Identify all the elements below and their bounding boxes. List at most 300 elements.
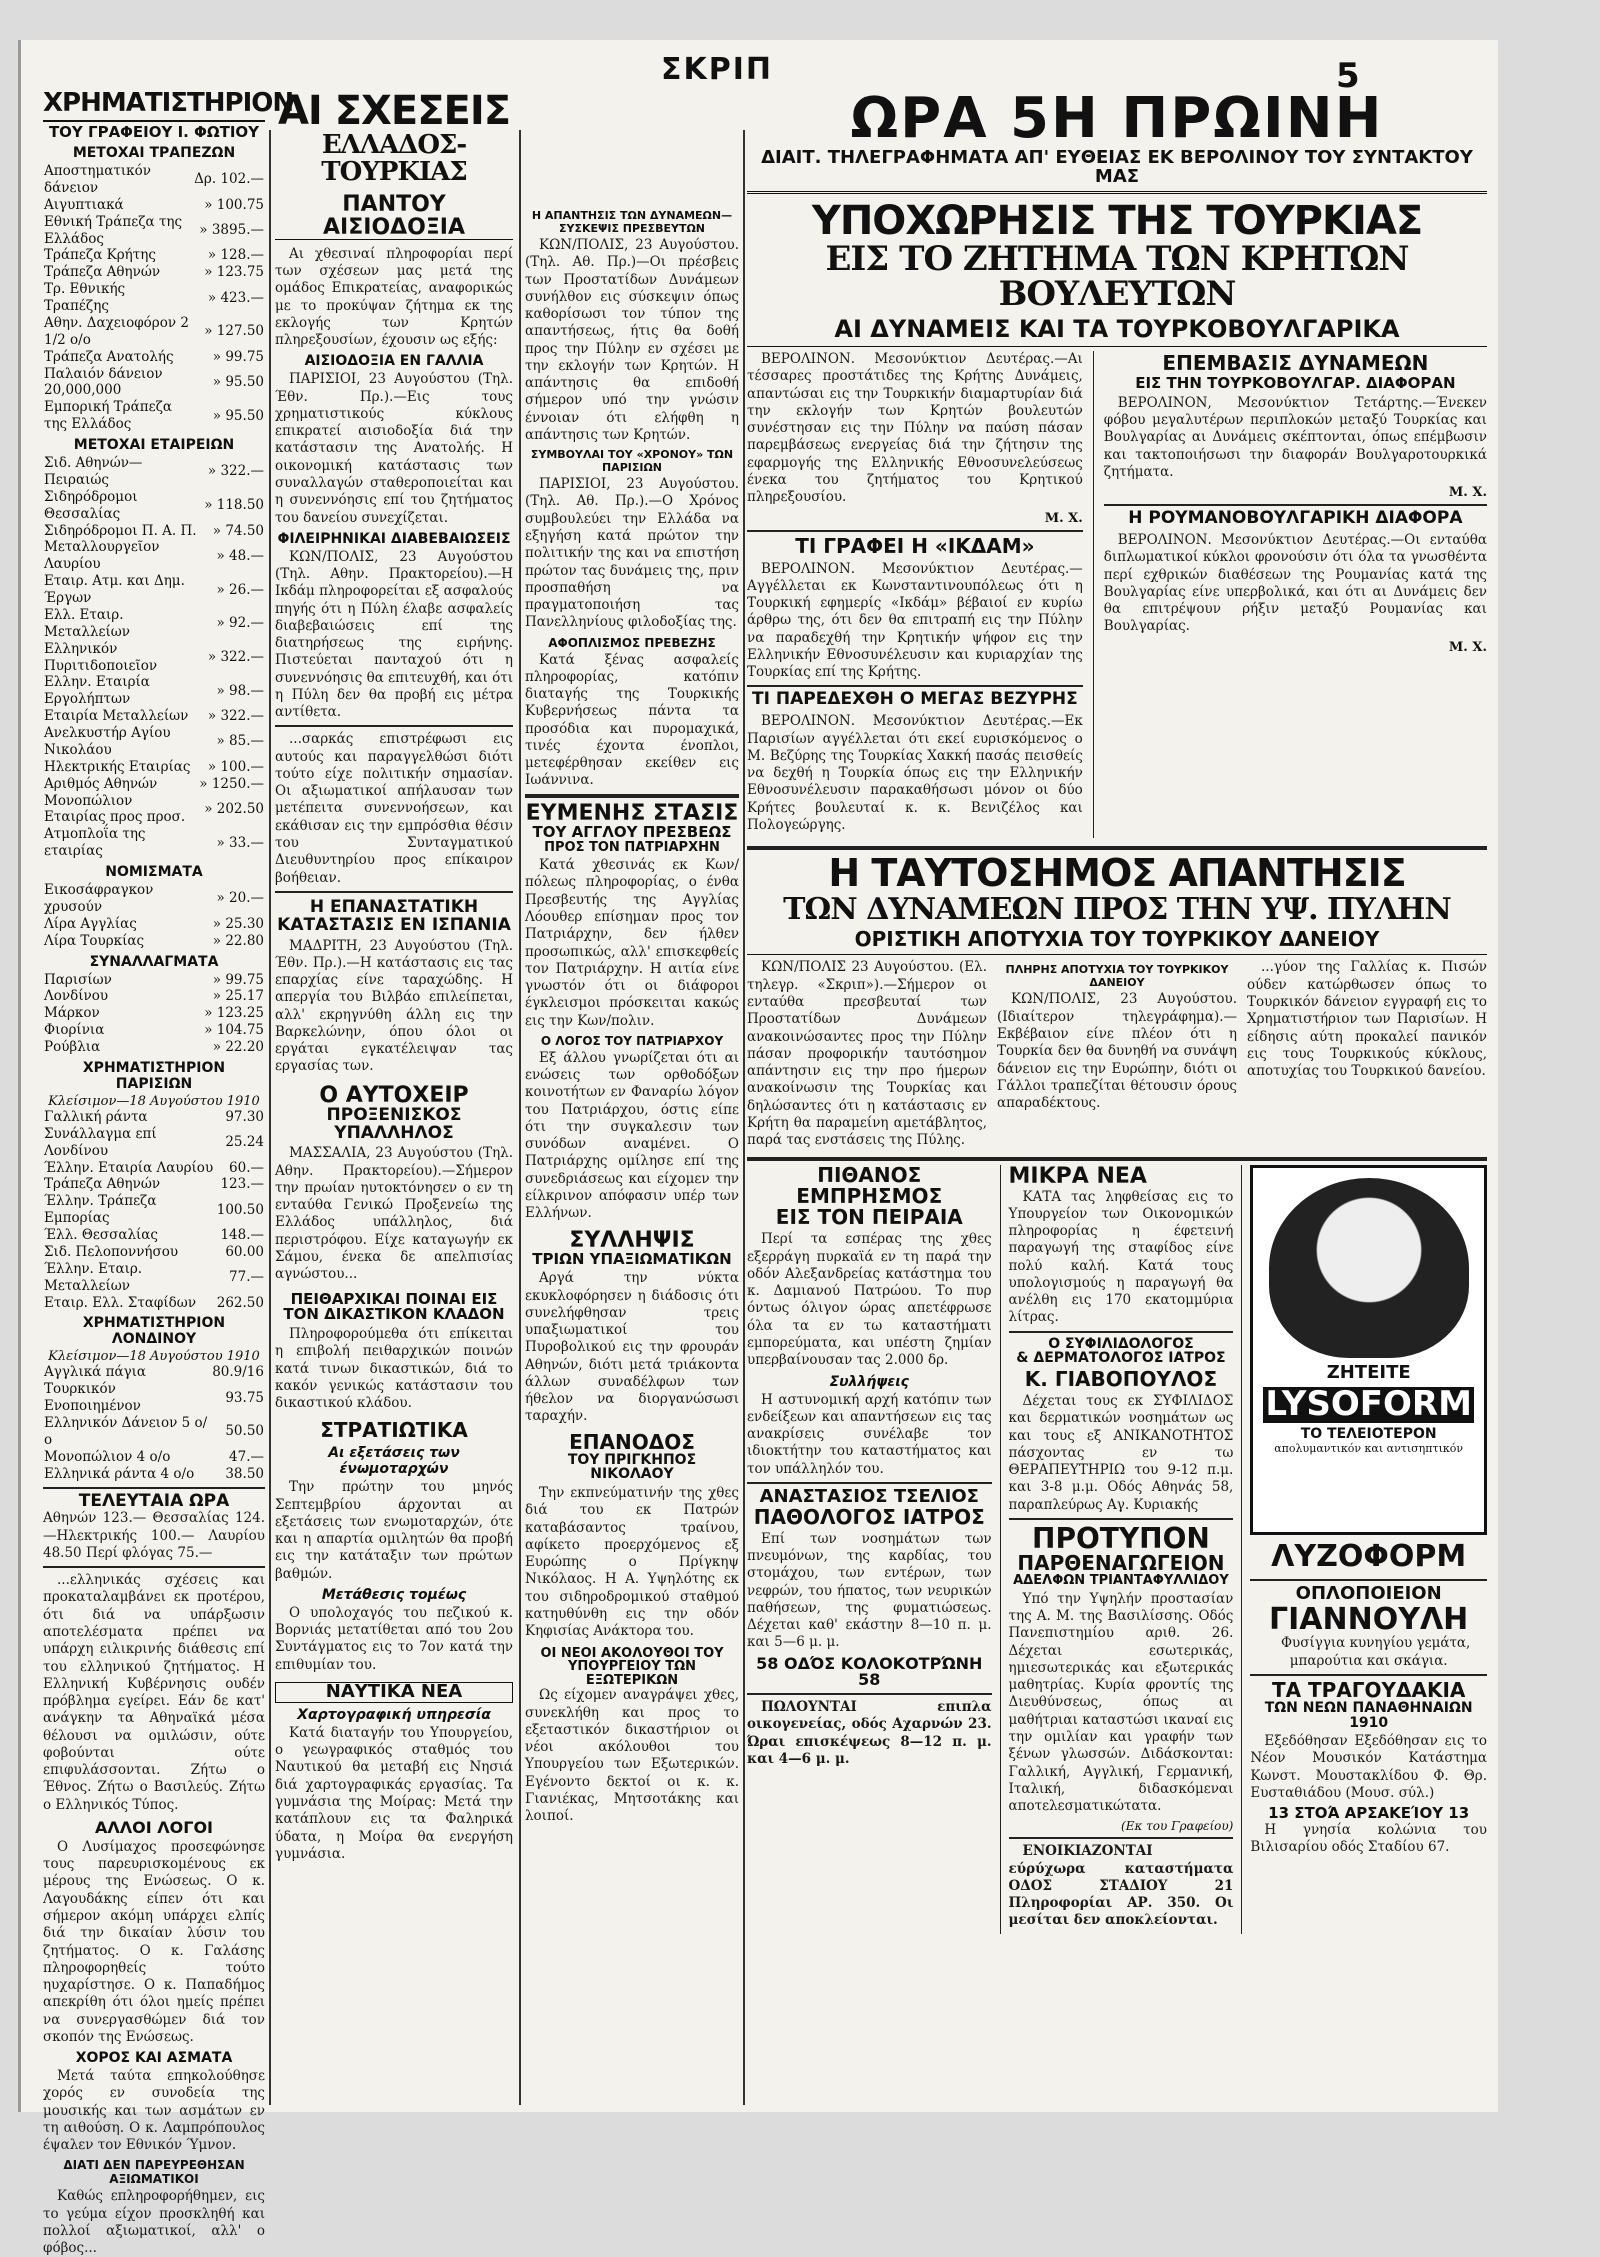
table-row [43, 988, 265, 1005]
table-row [43, 1295, 265, 1312]
table-row [43, 366, 265, 400]
table-cell-value: » 127.50 [204, 323, 264, 340]
table-row [43, 1415, 265, 1449]
signature: Μ. Χ. [1448, 485, 1487, 501]
table-cell-value: » 123.25 [204, 1005, 264, 1022]
table-cell-value: » 92.— [216, 615, 264, 632]
table-cell-value: 60.— [229, 1159, 264, 1176]
table-cell-name: Αγγλικά πάγια [44, 1364, 147, 1381]
final-hour-title: ΤΕΛΕΥΤΑΙΑ ΩΡΑ [78, 1490, 230, 1511]
arson-text-2 [747, 1392, 992, 1478]
paragraph: ΚΩΝ/ΠΟΛΙΣ, 23 Αυγούστου. (Ιδιαίτερον τηλεγράφημα).—Εκβέβαιον είνε πλέον ότι η Τουρκία δεν θα δυνηθή να συνάψη δάνειον εις την Ευρώπην, διότι οι Γάλλοι τραπεζίται θέτουσιν όρους απαραδέκτους. [997, 991, 1237, 1112]
chronos-advice-text [525, 476, 739, 631]
column-rule [743, 130, 745, 2105]
table-cell-name: Έλλ. Θεσσαλίας [44, 1227, 158, 1244]
section-paris-exchange: ΧΡΗΜΑΤΙΣΤΗΡΙΟΝ ΠΑΡΙΣΙΩΝ [82, 1059, 226, 1092]
paragraph: ΚΩΝ/ΠΟΛΙΣ, 23 Αυγούστου. (Τηλ. Αθ. Πρ.)—Οι πρέσβεις των Προστατίδων Δυνάμεων συνήλθον εις σύσκεψιν όπως καθορίσωσι τον τύπον της απαντήσεως, ήτις θα δοθή προς την Πύλην εν σχέσει με την εκλογήν των Κρητών. Η απάντησις θα επιδοθή σήμερον υπό την γνώσιν έννοιαν ότι ελήφθη η απάντησις των Κρητών. [525, 237, 739, 443]
table-row [43, 1022, 265, 1039]
col2-mid-text [275, 731, 513, 886]
table-row [43, 399, 265, 433]
military-text-1 [275, 1479, 513, 1583]
table-cell-value: » 202.50 [204, 800, 264, 817]
table-row [43, 759, 265, 776]
table-cell-name: Σιδηρόδρομοι Θεσσαλίας [44, 488, 138, 522]
table-cell-name: Τουρκικόν Ενοποιημένον [44, 1381, 141, 1415]
table-cell-name: Εμπορική Τράπεζα της Ελλάδος [44, 399, 173, 433]
paragraph: Κατά χθεσινάς εκ Κων/πόλεως πληροφορίας, ο ένθα Πρεσβευτής της Αγγλίας Λόουθερ επίσημαν προς τον Πατριάρχην, δεν ήλθεν προσωπικώς, αλλ' επισκεφθείς τον Πατριάρχην. Η αιτία είνε γνωστόν ότι οι διάφοροι έγκλεισμοι πρόσκειται κακώς εις την Κων/πολιν. [525, 857, 739, 1029]
head-turkey-retreat: ΥΠΟΧΩΡΗΣΙΣ ΤΗΣ ΤΟΥΡΚΙΑΣ [811, 197, 1423, 244]
head-intervention-1: ΕΠΕΜΒΑΣΙΣ ΔΥΝΑΜΕΩΝ [1162, 351, 1429, 376]
table-cell-value: 25.24 [225, 1134, 264, 1151]
ambassador-text [525, 857, 739, 1030]
lead-text [747, 351, 1083, 506]
table-cell-value: » 3895.— [199, 222, 264, 239]
paragraph: Η γνησία κολώνια του Βιλισαρίου οδός Σταδίου 67. [1250, 1822, 1487, 1856]
table-cell-name: Ελληνικόν Πυριτιδοποιεῖον [44, 640, 158, 674]
head-ikdam: ΤΙ ΓΡΑΦΕΙ Η «ΙΚΔΑΜ» [795, 533, 1035, 558]
paragraph: Υπό την Υψηλήν προστασίαν της Α. Μ. της Βασιλίσσης. Οδός Πανεπιστημίου αριθ. 26. Δέχεται εσωτερικάς, ημιεσωτερικάς και εξωτερικάς μαθητρίας. Κυρία φροντίς της Διευθύνσεως, όπως αι μαθήτριαι καταστώσι ικαναί εις την ομιλίαν και γραφήν των ξένων γλωσσών. Διδάσκονται: Γαλλική, Αγγλική, Γερμανική, Ιταλική, διδασκόμεναι αποτελεσματικώτατα. [1008, 1590, 1234, 1815]
paragraph: Εξεδόθησαν Εξεδόθησαν εις το Νέον Μουσικόν Κατάστημα Κωνστ. Μουστακλίδου Φ. Θρ. Ευσταθιάδου (Μουσ. σύλ.) [1250, 1733, 1487, 1801]
powers-reply-text [525, 237, 739, 444]
section-ambassador-3: ΠΡΟΣ ΤΟΝ ΠΑΤΡΙΑΡΧΗΝ [544, 839, 720, 855]
paragraph: ΕΝΟΙΚΙΑΖΟΝΤΑΙ εύρύχωρα καταστήματα ΟΔΟΣ ΣΤΑΔΙΟΥ 21 Πληροφορίαι ΑΡ. 350. Οι μεσίται δεν αποκλείονται. [1008, 1843, 1234, 1929]
section-peace-assurances: ΦΙΛΕΙΡΗΝΙΚΑΙ ΔΙΑΒΕΒΑΙΩΣΕΙΣ [277, 530, 511, 547]
table-row [43, 776, 265, 793]
section-patriarch-speech: Ο ΛΟΓΟΣ ΤΟΥ ΠΑΤΡΙΑΡΧΟΥ [540, 1033, 724, 1048]
head-small-news: ΜΙΚΡΑ ΝΕΑ [1008, 1164, 1147, 1190]
table-cell-value: 38.50 [225, 1465, 264, 1482]
head-total-failure: ΠΛΗΡΗΣ ΑΠΟΤΥΧΙΑ ΤΟΥ ΤΟΥΡΚΙΚΟΥ ΔΑΝΕΙΟΥ [1005, 963, 1229, 990]
paragraph: Εξ άλλου γνωρίζεται ότι αι ενώσεις των ορθοδόξων κοινοτήτων εν Φαναρίω λόγον του Πατριάρχου, όστις είπε ότι την συγκαλεσιν των συνόδων αναμένει. Ο Πατριάρχης ομίλησε επί της συνεδριάσεως και είχομεν την είλκρινον απόφασιν υπέρ των Ελλήνων. [525, 1049, 739, 1222]
ad-cologne-text [1250, 1822, 1487, 1857]
table-cell-name: Αποστηματικόν δάνειον [44, 163, 151, 196]
lysoform-brand: LYSOFORM [1263, 1387, 1474, 1423]
military-text-2 [275, 1605, 513, 1674]
paragraph: ΒΕΡΟΛΙΝΟΝ. Μεσονύκτιον Δευτέρας.—Αι τέσσαρες προστάτιδες της Κρήτης Δυνάμεις, απαντώσαι εις την Τουρκικήν διαμαρτυρίαν διά την εκλογήν των Κρητών βουλευτών συνέστησαν εις την Πύλην να παύση πάσαν παρεμβάσεως ενεργείας διά την ζήτησιν της εφαρμογής της Ελληνικής Εθνοσυνελεύσεως ένεκα του ζητήματος του Κρητικού πληρεξουσίου. [747, 351, 1083, 506]
table-cell-value: » 95.50 [212, 407, 264, 424]
paragraph: ΚΑΤΑ τας ληφθείσας εις το Υπουργείον των Οικονομικών πληροφορίας η έφετεινή παραγωγή της σταφίδος είνε πολύ καλή. Κατά τους υπολογισμούς η παραγωγή θα ανέλθη εις 170 εκατομμύρια λίτρας. [1008, 1188, 1234, 1326]
identical-reply-text-2 [997, 991, 1237, 1112]
table-cell-value: » 98.— [216, 682, 264, 699]
section-london-exchange: ΧΡΗΜΑΤΙΣΤΗΡΙΟΝ ΛΟΝΔΙΝΟΥ [82, 1315, 226, 1348]
table-cell-value: » 85.— [216, 733, 264, 750]
ad-gun-shop-text [1250, 1635, 1487, 1670]
table-cell-value: » 33.— [216, 834, 264, 851]
table-cell-name: Φιορίνια [44, 1022, 105, 1039]
section-spain: Η ΕΠΑΝΑΣΤΑΤΙΚΗ ΚΑΤΑΣΤΑΣΙΣ ΕΝ ΙΣΠΑΝΙΑ [277, 896, 511, 935]
table-cell-name: Αριθμός Αθηνών [44, 775, 158, 792]
table-cell-value: 100.50 [216, 1201, 264, 1218]
return-text [525, 1485, 739, 1640]
table-cell-value: 80.9/16 [212, 1364, 264, 1381]
table-cell-value: » 95.50 [212, 373, 264, 390]
arrest-text [525, 1270, 739, 1425]
signature: Μ. Χ. [1044, 510, 1083, 526]
paragraph: Κατά διαταγήν του Υπουργείου, ο γεωγραφικός σταθμός του Ναυτικού θα μεταβή εις Νησιά διά χαρτογραφικάς εργασίας. Τα γυμνάσια της Μοίρας: Μετά την κατάπλουν εις τα Φαληρικά ύδατα, η Μοίρα θα ενεργήση γυμνάσια. [275, 1724, 513, 1862]
ad-tselios-address: 58 ΟΔΌΣ ΚΟΛΟΚΟΤΡΏΝΗ 58 [756, 1653, 983, 1690]
table-currencies [43, 882, 265, 950]
paragraph: Πληροφορούμεθα ότι επίκειται η επιβολή πειθαρχικών ποινών κατά τινων δικαστικών, διά το κακόν γενικώς κατάστασιν του δικαστικού κλάδου. [275, 1326, 513, 1412]
other-speeches-text [43, 1839, 265, 2046]
ad-tselios-title: ΠΑΘΟΛΟΓΟΣ ΙΑΤΡΟΣ [753, 1504, 985, 1529]
table-cell-name: Έλλην. Εταιρία Λαυρίου [44, 1159, 214, 1176]
table-row [43, 315, 265, 349]
ad-sale-text [747, 1699, 992, 1768]
lysoform-portrait-image [1269, 1178, 1469, 1358]
paragraph: ΒΕΡΟΛΙΝΟΝ, Μεσονύκτιον Τετάρτης.—Ένεκεν φόβου μεγαλυτέρων περιπλοκών μεταξύ Τουρκίας και Βουλγαρίας αι Δυνάμεις σκέπτονται, όπως επέμβωσιν και τακτοποιήσωσι την διαφοράν Βουλγαροτουρκικά ζητήματα. [1103, 394, 1487, 480]
arson-text [747, 1231, 992, 1369]
table-cell-name: Τρ. Εθνικής Τραπέζης [44, 281, 126, 315]
table-row [43, 708, 265, 725]
table-cell-name: Τράπεζα Αθηνών [44, 1176, 161, 1193]
relations-intro [275, 246, 513, 350]
table-cell-name: Εικοσάφραγκον χρυσούν [44, 882, 154, 915]
table-row [43, 1160, 265, 1177]
ikdam-text [747, 561, 1083, 682]
head-arson-1: ΠΙΘΑΝΟΣ ΕΜΠΡΗΣΜΟΣ [796, 1163, 943, 1209]
section-bank-shares: ΜΕΤΟΧΑΙ ΤΡΑΠΕΖΩΝ [72, 145, 236, 162]
table-cell-name: Συνάλλαγμα επί Λονδίνου [44, 1125, 157, 1159]
divider [747, 1482, 992, 1484]
table-cell-name: Ηλεκτρικής Εταιρίας [44, 758, 191, 775]
table-row [43, 793, 265, 827]
spain-text [275, 938, 513, 1076]
head-romanian-bulgarian: Η ΡΟΥΜΑΝΟΒΟΥΛΓΑΡΙΚΗ ΔΙΑΦΟΡΑ [1128, 508, 1463, 529]
table-row [43, 489, 265, 523]
table-cell-value: » 99.75 [212, 348, 264, 365]
table-cell-name: Σιδ. Αθηνών—Πειραιώς [44, 455, 143, 488]
paragraph: Επί των νοσημάτων των πνευμόνων, της καρδίας, του στομάχου, των εντέρων, των νεφρών, του ήπατος, των νευρικών παθήσεων, της φυματιώσεως. Δέχεται καθ' εκάστην 8—10 π. μ. και 5—6 μ. μ. [747, 1530, 992, 1651]
section-optimism-france: ΑΙΣΙΟΔΟΞΙΑ ΕΝ ΓΑΛΛΙΑ [304, 353, 484, 370]
ad-songs-address: 13 ΣΤΟΆ ΑΡΣΑΚΕΊΟΥ 13 [1268, 1804, 1470, 1823]
ad-school-3: ΑΔΕΛΦΩΝ ΤΡΙΑΝΤΑΦΥΛΛΙΔΟΥ [1013, 1573, 1229, 1589]
table-cell-value: 50.50 [225, 1423, 264, 1440]
signature: Μ. Χ. [1448, 639, 1487, 655]
divider [1250, 1674, 1487, 1676]
relations-title-2: ΕΛΛΑΔΟΣ-ΤΟΥΡΚΙΑΣ [321, 130, 467, 188]
table-row [43, 455, 265, 489]
section-currencies: ΝΟΜΙΣΜΑΤΑ [105, 864, 203, 881]
section-dance: ΧΟΡΟΣ ΚΑΙ ΑΣΜΑΤΑ [75, 2050, 233, 2067]
table-cell-name: Λίρα Τουρκίας [44, 932, 145, 949]
table-cell-name: Ελληνικόν Δάνειον 5 ο/ο [44, 1415, 208, 1448]
section-other-speeches: ΑΛΛΟΙ ΛΟΓΟΙ [94, 1817, 213, 1837]
table-cell-name: Ελλ. Εταιρ. Μεταλλείων [44, 606, 131, 640]
section-new-attaches: ΟΙ ΝΕΟΙ ΑΚΟΛΟΥΘΟΙ ΤΟΥ ΥΠΟΥΡΓΕΙΟΥ ΤΩΝ ΕΞΩΤΕΡΙΚΩΝ [540, 1645, 724, 1688]
section-arrest-1: ΣΥΛΛΗΨΙΣ [569, 1227, 695, 1253]
paragraph: Μετά ταύτα επηκολούθησε χορός εν συνοδεία της μουσικής και των ασμάτων εν τη αιθούση. Ο κ. Λαμπρόπουλος έψαλεν τον Εθνικόν Ύμνον. [43, 2068, 265, 2154]
table-cell-name: Ρούβλια [44, 1039, 101, 1056]
divider [1250, 1579, 1487, 1581]
table-row [43, 1227, 265, 1244]
paragraph: Ο Λυσίμαχος προσεφώνησε τους παρευρισκομένους εκ μέρους της Ενώσεως. Ο κ. Λαγουδάκης είπεν ότι και σήμερον ακόμη υπάρχει ελπίς διά την δικαίαν λύσιν του ζητήματος. Ο κ. Γαλάσης πληροφορηθείς τούτο ηυχαρίστησε. Ο κ. Παπαδήμος απεκρίθη ότι όλοι ημείς πρέπει να συνεργασθώμεν διά τον σκοπόν της Ενώσεως. [43, 1838, 265, 2045]
table-cell-name: Εθνική Τράπεζα της Ελλάδος [44, 213, 183, 247]
table-row [43, 539, 265, 573]
ad-songs-text [1250, 1733, 1487, 1802]
paragraph: ...σαρκάς επιστρέφωσι εις αυτούς και παραγγελθώσι διότι τούτο είχε πολιτικήν σημασίαν. Οι αξιωματικοί απήλαυσαν των μετέπειτα συνεννοήσεων, και εκάθισαν εις την εμπρόσθια θέσιν του Συνταγματικού Διευθυντηρίου προς επίκαιρον βοήθειαν. [275, 731, 513, 886]
divider [747, 530, 1083, 532]
table-cell-value: » 104.75 [204, 1022, 264, 1039]
head-identical-reply: Η ΤΑΥΤΟΣΗΜΟΣ ΑΠΑΝΤΗΣΙΣ [828, 851, 1406, 896]
table-cell-name: Αιγυπτιακά [44, 196, 124, 213]
ad-syph-1: Ο ΣΥΦΙΛΙΔΟΛΟΓΟΣ [1048, 1335, 1194, 1352]
lysoform-sub: ΤΟ ΤΕΛΕΙΟΤΕΡΟΝ [1300, 1425, 1437, 1442]
table-row [43, 197, 265, 214]
table-row [43, 1039, 265, 1056]
table-exchange [43, 972, 265, 1056]
head-intervention-2: ΕΙΣ ΤΗΝ ΤΟΥΡΚΟΒΟΥΛΓΑΡ. ΔΙΑΦΟΡΑΝ [1135, 374, 1456, 393]
divider [747, 1693, 992, 1695]
paragraph: Αργά την νύκτα εκυκλοφόρησεν η διάδοσις ότι συνελήφθησαν τρεις υπαξιωματικοί του Πυροβολικού εις την φρουράν Αθηνών, διότι μετά τριάκοντα άλλων συναδέλφων των ήθελον να διοργανώσωσι ταραχήν. [525, 1270, 739, 1425]
column-relations [275, 90, 513, 2080]
table-row [43, 1109, 265, 1126]
stock-title: ΧΡΗΜΑΤΙΣΤΗΡΙΟΝ [43, 90, 265, 122]
paragraph: ΒΕΡΟΛΙΝΟΝ. Μεσονύκτιον Δευτέρας.—Αγγέλλεται εκ Κωνσταντινουπόλεως ότι η Τουρκική εφημερίς «Ικδάμ» βέβαιοί εν κυρίω άρθρω της, ότι δεν θα επιτραπή εις την Πύλην να παραδεχθή την Κρητικήν ψήφον εις την Ελληνικήν Εθνοσυνέλευσιν και κυριαρχίαν της Τουρκίας επί της Κρήτης. [747, 560, 1083, 681]
table-row [43, 163, 265, 197]
small-news-text [1009, 1189, 1234, 1327]
table-row [43, 882, 265, 916]
divider [43, 1566, 265, 1568]
head-arson-2: ΕΙΣ ΤΟΝ ΠΕΙΡΑΙΑ [775, 1205, 963, 1230]
table-row [43, 674, 265, 708]
table-row [43, 641, 265, 675]
paragraph: Φυσίγγια κυνηγίου γεμάτα, μπαρούτια και σκάγια. [1280, 1635, 1471, 1669]
table-row [43, 349, 265, 366]
section-arrest-2: ΤΡΙΩΝ ΥΠΑΞΙΩΜΑΤΙΚΩΝ [532, 1249, 732, 1268]
table-cell-value: 148.— [220, 1227, 264, 1244]
ad-tselios-name: ΑΝΑΣΤΑΣΙΟΣ ΤΣΕΛΙΟΣ [759, 1485, 979, 1507]
section-return-2: ΤΟΥ ΠΡΙΓΚΗΠΟΣ ΝΙΚΟΛΑΟΥ [567, 1451, 697, 1483]
table-company-shares [43, 455, 265, 860]
penalties-text [275, 1326, 513, 1412]
section-chronos-advice: ΣΥΜΒΟΥΛΑΙ ΤΟΥ «ΧΡΟΝΟΥ» ΤΩΝ ΠΑΡΙΣΙΩΝ [530, 448, 734, 475]
paragraph: ΜΑΣΣΑΛΙΑ, 23 Αυγούστου (Τηλ. Αθην. Πρακτορείου).—Σήμερον την πρωίαν ηυτοκτόνησεν ο εν τη ενταύθα Γενικώ Προξενείω της Ελλάδος υπάλληλος, διά περιστρόφου. Είχε καταγωγήν εκ Σάμου, ένεκα δε απελπισίας αγνώστου... [275, 1145, 513, 1283]
ad-syph-text [1009, 1393, 1234, 1514]
table-cell-value: » 25.17 [212, 988, 264, 1005]
paragraph: Ο υπολοχαγός του πεζικού κ. Βορνιάς μετατίθεται από του 2ου Συντάγματος εις το 7ον κατά την επιθυμίαν του. [275, 1604, 513, 1673]
section-preveza: ΑΦΟΠΛΙΣΜΟΣ ΠΡΕΒΕΖΗΣ [548, 635, 716, 650]
grand-vizier-text [747, 713, 1083, 834]
table-cell-value: » 322.— [207, 463, 264, 480]
paragraph: ΠΑΡΙΣΙΟΙ, 23 Αυγούστου (Τηλ. Έθν. Πρ.).—Εις τους χρηματιστικούς κύκλους επικρατεί αισιοδοξία διά την κατάστασιν της Ανατολής. Η οικονομική κατάστασις των συναλλαγών σταθεροποιείται και η συνεννόησις επί του ζητήματος του δανείου συνεχίζεται. [275, 371, 513, 526]
table-row [43, 972, 265, 989]
divider [525, 794, 739, 798]
preveza-text [525, 652, 739, 790]
relations-title-1: ΑΙ ΣΧΕΣΕΙΣ [277, 88, 511, 134]
section-ambassador-2: ΤΟΥ ΑΓΓΛΟΥ ΠΡΕΣΒΕΩΣ [532, 822, 732, 841]
ad-syph-3: Κ. ΓΙΑΒΟΠΟΥΛΟΣ [1024, 1367, 1218, 1391]
table-row [43, 1364, 265, 1381]
lysoform-ask: ΖΗΤΕΙΤΕ [1326, 1362, 1411, 1384]
table-row [43, 1244, 265, 1261]
section-exchange: ΣΥΝΑΛΛΑΓΜΑΤΑ [89, 953, 219, 970]
ad-school-text [1009, 1591, 1234, 1815]
table-row [43, 573, 265, 607]
section-military: ΣΤΡΑΤΙΩΤΙΚΑ [320, 1418, 468, 1443]
table-row [43, 1466, 265, 1483]
table-cell-name: Μάρκον [44, 1005, 100, 1022]
stock-subtitle: ΤΟΥ ΓΡΑΦΕΙΟΥ Ι. ΦΩΤΙΟΥ [48, 123, 260, 142]
paragraph: Την πρώτην του μηνός Σεπτεμβρίου άρχονται αι εξετάσεις των ενωμοταρχών, ότε και η απαρτία ομιλητών θα προβή εις την κατάταξιν των πρώτων βαθμών. [275, 1479, 513, 1582]
table-cell-value: 77.— [229, 1269, 264, 1286]
table-cell-name: Μονοπώλιον 4 ο/ο [44, 1448, 171, 1465]
table-cell-name: Εταιρ. Ελλ. Σταφίδων [44, 1294, 197, 1311]
optimism-france-text [275, 371, 513, 526]
paragraph: Δέχεται τους εκ ΣΥΦΙΛΙΔΟΣ και δερματικών νοσημάτων ως και τους εξ ΑΝΙΚΑΝΟΤΗΤΟΣ πάσχοντας εν τω ΘΕΡΑΠΕΥΤΗΡΙΩ του 9-12 π.μ. και 3-8 μ.μ. Οδός Αθηνάς 58, παραπλεύρως Αγ. Κυριακής [1008, 1393, 1234, 1513]
masthead: ΣΚΡΙΠ [661, 52, 773, 87]
table-row [43, 1005, 265, 1022]
table-row [43, 1261, 265, 1295]
table-cell-value: » 118.50 [204, 497, 264, 514]
table-cell-value: 60.00 [225, 1243, 264, 1260]
table-cell-name: Μεταλλουργεῖον Λαυρίου [44, 539, 160, 573]
table-row [43, 933, 265, 950]
table-row [43, 826, 265, 860]
table-cell-value: » 123.75 [204, 264, 264, 281]
banner-title: ΩΡΑ 5Η ΠΡΩΙΝΗ [850, 86, 1384, 151]
divider [1104, 504, 1487, 506]
table-row [43, 1449, 265, 1466]
ad-songs-2: ΤΩΝ ΝΕΩΝ ΠΑΝΑΘΗΝΑΙΩΝ 1910 [1264, 1699, 1473, 1731]
table-cell-name: Λίρα Αγγλίας [44, 915, 137, 932]
ad-tselios-text [747, 1531, 992, 1652]
table-row [43, 607, 265, 641]
table-cell-name: Μονοπώλιον Εταιρίας προς προσ. [44, 792, 186, 826]
paragraph: ΠΑΡΙΣΙΟΙ, 23 Αυγούστου. (Τηλ. Αθ. Πρ.).—Ο Χρόνος συμβουλεύει την Ελλάδα να εξηγήση κατά πρώτον την πολιτικήν της και να επιστήση πρώτον τας δυνάμεις της, πριν προσπαθήση να πραγματοποιήση τας Πανελληνίους φιλοδοξίας της. [525, 476, 739, 631]
paragraph: ΚΩΝ/ΠΟΛΙΣ, 23 Αυγούστου (Τηλ. Αθην. Πρακτορείου).—Η Ικδάμ πληροφορείται εξ ασφαλούς πηγής ότι η Πύλη έλαβε ασφαλείς διαβεβαιώσεις επί της διατηρήσεως της ειρήνης. Πιστεύεται πανταχού ότι η συνεννόησις θα επιτευχθή, και ότι η Πύλη δεν θα προβή εις μέτρα αντίθετα. [275, 548, 513, 721]
table-cell-name: Σιδηρόδρομοι Π. Α. Π. [44, 522, 197, 539]
table-cell-value: » 26.— [216, 581, 264, 598]
ad-school-2: ΠΑΡΘΕΝΑΓΩΓΕΙΟΝ [1017, 1551, 1225, 1576]
table-cell-name: Έλλην. Τράπεζα Εμπορίας [44, 1193, 157, 1227]
column-rule [519, 130, 521, 2105]
table-cell-value: » 22.80 [212, 932, 264, 949]
ad-rent-text [1009, 1843, 1234, 1929]
paragraph: Την εκπνεύματινήν της χθες διά του εκ Πατρών καταβάσαντος τραίνου, αφίκετο προερχόμενος εξ Ευρώπης ο Πρίγκηψ Νικόλαος. Η Α. Υψηλότης εκ του σιδηροδρομικού σταθμού κατηυθύνθη εις την οδόν Κηφισίας Ανάκτορα του. [525, 1485, 739, 1640]
table-cell-name: Ελλην. Εταιρία Εργολήπτων [44, 674, 150, 708]
ad-songs-1: ΤΑ ΤΡΑΓΟΥΔΑΚΙΑ [1271, 1677, 1466, 1702]
naval-sub: Χαρτογραφική υπηρεσία [297, 1706, 491, 1723]
head-to-sublime-porte: ΤΩΝ ΔΥΝΑΜΕΩΝ ΠΡΟΣ ΤΗΝ ΥΨ. ΠΥΛΗΝ [783, 891, 1451, 927]
lysoform-greek: ΛΥΖΟΦΟΡΜ [1271, 1539, 1467, 1575]
newspaper-page [18, 40, 1498, 2257]
table-cell-value: 97.30 [225, 1108, 264, 1125]
ad-gun-shop-1: ΟΠΛΟΠΟΙΕΙΟΝ [1295, 1582, 1442, 1604]
paragraph: Κατά ξένας ασφαλείς πληροφορίας, κατόπιν διαταγής της Τουρκικής Κυβερνήσεως πάντα τα προσόδια και πυρομαχικά, τινές έχοντα ένοπλοι, μετεφέρθησαν εκείθεν εις Ιωάννινα. [525, 651, 739, 789]
london-date: Κλείσιμον—18 Αυγούστου 1910 [48, 1349, 260, 1365]
banner-subtitle: ΔΙΑΙΤ. ΤΗΛΕΓΡΑΦΗΜΑΤΑ ΑΠ' ΕΥΘΕΙΑΣ ΕΚ ΒΕΡΟΛΙΝΟΥ ΤΟΥ ΣΥΝΤΑΚΤΟΥ ΜΑΣ [747, 149, 1487, 194]
column-rule [269, 130, 271, 2105]
divider [747, 846, 1487, 850]
lysoform-sub2: απολυμαντικόν και αντισηπτικόν [1274, 1441, 1464, 1455]
table-cell-name: Λονδίνου [44, 988, 109, 1005]
table-cell-value: » 25.30 [212, 915, 264, 932]
page-number: 5 [1336, 56, 1360, 96]
identical-reply-text-3 [1247, 959, 1487, 1153]
table-cell-value: » 74.50 [212, 522, 264, 539]
dance-text [43, 2068, 265, 2154]
romanian-bulgarian-text [1104, 532, 1487, 636]
divider [275, 891, 513, 893]
divider [747, 1157, 1487, 1161]
paragraph: Αι χθεσιναί πληροφορίαι περί των σχέσεων μας μετά της ομάδος Επικρατείας, αναφορικώς με το προκύψαν ζήτημα εκ της εκλογής των Κρητών πληρεξουσίων, έχουσιν ως εξής: [275, 245, 513, 349]
table-london [43, 1364, 265, 1482]
table-row [43, 264, 265, 281]
table-cell-value: 262.50 [216, 1294, 264, 1311]
table-row [43, 523, 265, 540]
identical-reply-text-1 [747, 959, 987, 1153]
section-ambassador-1: ΕΥΜΕΝΗΣ ΣΤΑΣΙΣ [525, 800, 739, 826]
divider [275, 725, 513, 727]
section-penalties: ΠΕΙΘΑΡΧΙΚΑΙ ΠΟΙΝΑΙ ΕΙΣ ΤΟΝ ΔΙΚΑΣΤΙΚΟΝ ΚΛΑΔΟΝ [283, 1289, 505, 1324]
table-row [43, 214, 265, 248]
table-cell-name: Τράπεζα Ανατολής [44, 348, 174, 365]
paragraph: Περί τα εσπέρας της χθες εξερράγη πυρκαϊά εν τη παρά την οδόν Αλεξανδρείας κατάστημα του κ. Δαμιανού Πατρώου. Το πυρ όντως όλιγον ώρας απετέφρωσε όλα τα εν τω καταστήματι εμπορεύματα, και υπέστη ζημίαν υπερβαίνουσαν τας 2.000 δρ. [747, 1231, 992, 1369]
table-cell-name: Ανελκυστήρ Αγίου Νικολάου [44, 725, 171, 758]
table-cell-value: 123.— [220, 1176, 264, 1193]
column-news [525, 205, 739, 2195]
table-cell-name: Τράπεζα Κρήτης [44, 247, 156, 264]
divider [1009, 1837, 1234, 1839]
table-row [43, 916, 265, 933]
paragraph: Η αστυνομική αρχή κατόπιν των ενδείξεων και απαντήσεων εις τας ανακρίσεις συνέλαβε τον ιδιοκτήτην του καταστήματος και τον υπάλληλόν του. [747, 1391, 992, 1477]
table-cell-name: Παλαιόν δάνειον 20,000,000 [44, 365, 163, 399]
head-cretan-deputies: ΕΙΣ ΤΟ ΖΗΤΗΜΑ ΤΩΝ ΚΡΗΤΩΝ ΒΟΥΛΕΥΤΩΝ [825, 238, 1409, 315]
peace-assurances-text [275, 549, 513, 722]
paragraph: Καθώς επληροφορήθημεν, εις το γεύμα είχον προσκληθή και πολλοί αξιωματικοί, αλλ' ο φόβος... [43, 2188, 265, 2257]
table-cell-name: Έλλην. Εταιρ. Μεταλλείων [44, 1260, 143, 1294]
paragraph: ...γύον της Γαλλίας κ. Πισών ούδεν κατώρθωσεν όπως το Τουρκικόν δάνειον εγγραφή εις το Χρηματιστήριον των Παρισίων. Η είδησις αύτη προκαλεί πανικόν εις τους Τουρκικούς κύκλους, αποτυχίας του Τουρκικού δανείου. [1247, 959, 1487, 1080]
table-row [43, 247, 265, 264]
military-sub-1: Αι εξετάσεις των ένωμοταρχών [328, 1445, 460, 1478]
paris-date: Κλείσιμον—18 Αυγούστου 1910 [48, 1093, 260, 1109]
table-cell-value: » 20.— [216, 890, 264, 907]
arson-sub: Συλλήψεις [829, 1373, 909, 1390]
divider [43, 1487, 265, 1489]
table-cell-value: » 99.75 [212, 971, 264, 988]
paragraph: ΚΩΝ/ΠΟΛΙΣ 23 Αυγούστου. (Ελ. τηλεγρ. «Σκριπ»).—Σήμερον οι ενταύθα πρεσβευταί των Προστατίδων Δυνάμεων ανακοινώσαντες προς την Πύλην πάσαν προφορικήν ταυτόσημον απάντησιν εις την προ ήμερων ανακοίνωσιν της Τουρκίας και δηλώσαντες ότι η κατάστασις εν Κρήτη θα παραμείνη αμετάβλητος, παρά τας ενστάσεις της Πύλης. [747, 959, 987, 1149]
new-attaches-text [525, 1687, 739, 1825]
section-company-shares: ΜΕΤΟΧΑΙ ΕΤΑΙΡΕΙΩΝ [73, 437, 235, 454]
table-cell-value: » 322.— [207, 708, 264, 725]
table-cell-value: » 100.— [207, 758, 264, 775]
section-officers: ΔΙΑΤΙ ΔΕΝ ΠΑΡΕΥΡΕΘΗΣΑΝ ΑΞΙΩΜΑΤΙΚΟΙ [63, 2158, 245, 2187]
table-cell-name: Εταιρία Μεταλλείων [44, 708, 189, 725]
naval-text [275, 1725, 513, 1863]
paragraph: ΒΕΡΟΛΙΝΟΝ. Μεσονύκτιον Δευτέρας.—Οι ενταύθα διπλωματικοί κύκλοι φρονούσιν ότι όλα τα γνωσθέντα περί εχθρικών διαθέσεων της Ρουμανίας κατά της Βουλγαρίας είνε υπερβολικά, και ότι αι Δυνάμεις δεν θα επιτρέψουν ρήξιν μεταξύ Ρουμανίας και Βουλγαρίας. [1103, 532, 1487, 635]
table-row [43, 281, 265, 315]
paragraph: ...ελληνικάς σχέσεις και προκαταλαμβάνει εκ προτέρου, ότι διά να υπάρξωσιν αποτελέσματα πρέπει να υπάρχη ειλικρινής διάθεσις επί του ελληνικού ζητήματος. Η Ελληνική Κυβέρνησις ουδέν πρόβλημα εγείρει. Εάν δε κατ' ανάγκην τα Αθηναϊκά μέσα θέλουσι να ομιλώσιν, ούτε φοβούνται ούτε επιφυλάσσονται. Ζήτω ο Έθνος. Ζήτω ο Βασιλεύς. Ζήτω ο Ελληνικός Τύπος. [43, 1572, 265, 1813]
table-cell-value: 93.75 [225, 1389, 264, 1406]
table-row [43, 1193, 265, 1227]
divider [1009, 1518, 1234, 1520]
ad-lysoform [1250, 1165, 1487, 1535]
section-powers-reply: Η ΑΠΑΝΤΗΣΙΣ ΤΩΝ ΔΥΝΑΜΕΩΝ—ΣΥΣΚΕΨΙΣ ΠΡΕΣΒΕΥΤΩΝ [531, 209, 733, 235]
table-cell-value: » 1250.— [199, 775, 264, 792]
table-cell-value: 47.— [229, 1448, 264, 1465]
head-grand-vizier: ΤΙ ΠΑΡΕΔΕΧΘΗ Ο ΜΕΓΑΣ ΒΕΖΥΡΗΣ [752, 689, 1078, 710]
col1-body-text [43, 1572, 265, 1814]
table-cell-value: » 423.— [207, 289, 264, 306]
table-cell-name: Αθην. Δαχειοφόρον 2 1/2 ο/ο [44, 314, 189, 348]
divider [1009, 1331, 1234, 1333]
table-row [43, 1126, 265, 1160]
table-cell-value: » 48.— [216, 547, 264, 564]
ad-syph-2: & ΔΕΡΜΑΤΟΛΟΓΟΣ ΙΑΤΡΟΣ [1016, 1350, 1226, 1367]
table-cell-name: Ελληνικά ράντα 4 ο/ο [44, 1465, 195, 1482]
paragraph: ΒΕΡΟΛΙΝΟΝ. Μεσονύκτιον Δευτέρας.—Εκ Παρισίων αγγέλλεται ότι εκεί ευρισκόμενος ο Μ. Βεζύρης της Τουρκίας Χακκή πασάς πεισθείς να δεχθή η Τουρκία όπως εις την Ελληνικήν Εθνοσυνέλευσιν παρακαθήσωσι μόνον οι δύο Κρήτες βουλευταί κ. κ. Βενιζέλος και Πολογεώργης. [747, 713, 1083, 833]
paragraph: ΜΑΔΡΙΤΗ, 23 Αυγούστου (Τηλ. Έθν. Πρ.).—Η κατάστασις εις τας επαρχίας είνε ταραχώδης. Η απεργία του Βιλβάο επιλείπεται, αλλ' εκρηγνύθη άλλη εις την Βαρκελώνην, όπου όλοι οι εργάται εγκατέλειψαν τας εργασίας των. [275, 937, 513, 1075]
